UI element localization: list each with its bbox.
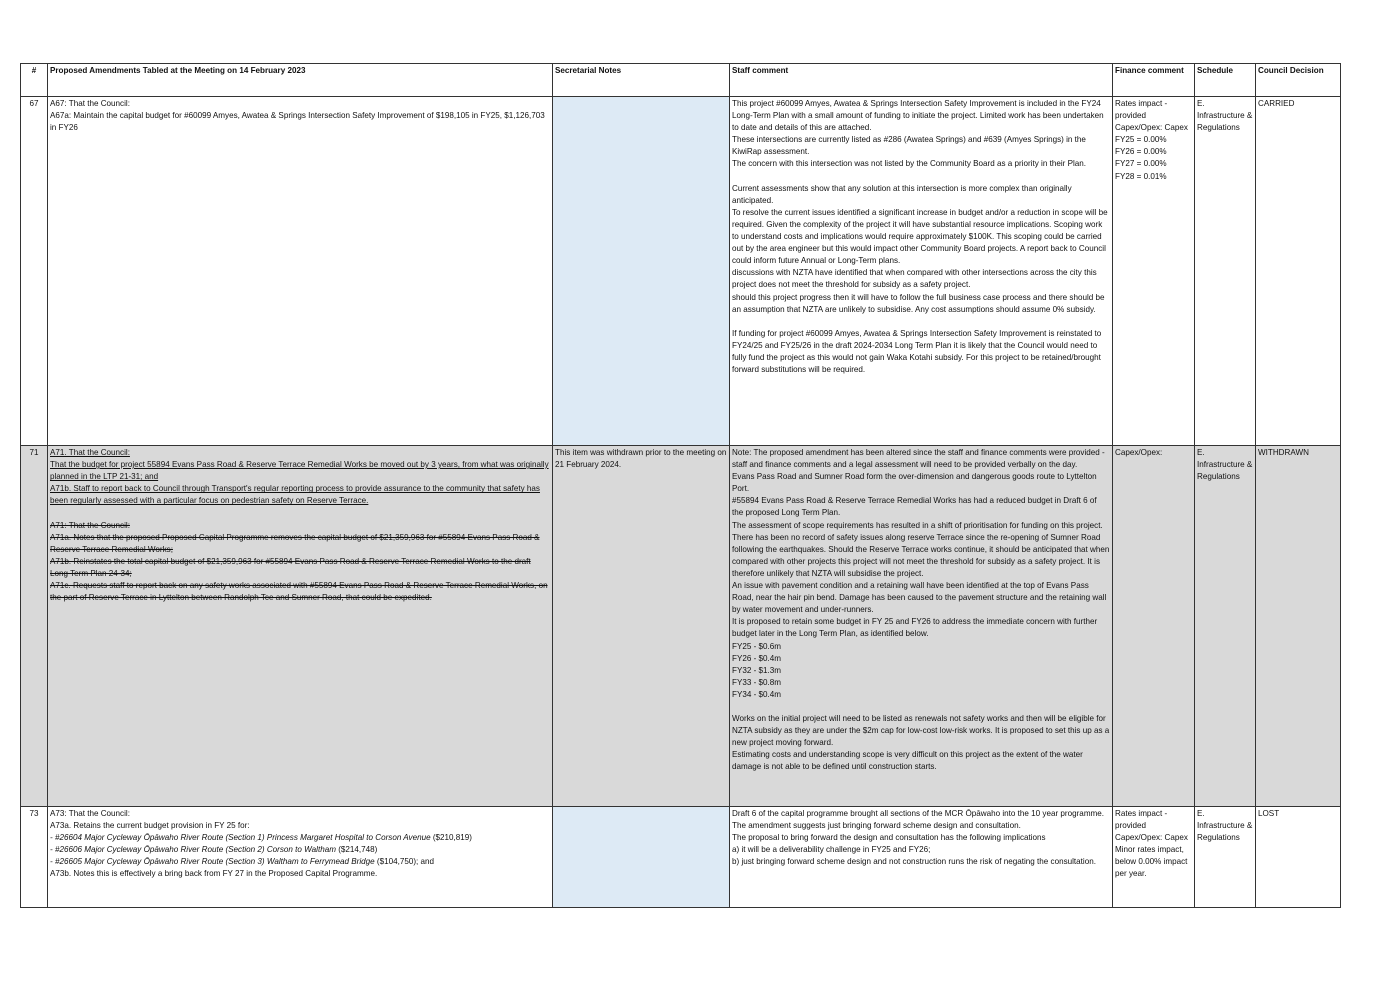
table-row xyxy=(21,807,1341,908)
staff-paragraph: To resolve the current issues identified a significant increase in budget and/or a reduction in scope will be required. Given the complexity of the project it will have substantial resource implications. Scoping work to understand costs and implications would require approximately $100K. This scoping could be carried out by the area engineer but this would impact other Community Board projects. A report back to Council could inform future Annual or Long-Term plans. xyxy=(732,207,1108,266)
staff-spacer xyxy=(732,171,1110,183)
staff-paragraph: Estimating costs and understanding scope is very difficult on this project as the extent of the water damage is not able to be defined until construction starts. xyxy=(732,750,1083,772)
budget-line: FY32 - $1.3m xyxy=(732,665,782,675)
budget-line: FY26 - $0.4m xyxy=(732,653,782,663)
amendment-line: A71b. Staff to report back to Council through Transport's regular reporting process to provide assurance to the community that safety has been regularly assessed with a particular focus on pedestrian safety on Reserve Terrace. xyxy=(50,484,540,506)
council-decision-cell: LOST xyxy=(1256,807,1341,908)
header-staff-comment: Staff comment xyxy=(730,64,1113,97)
finance-line: Capex/Opex: Capex xyxy=(1115,833,1188,843)
cycleway-item xyxy=(50,844,550,856)
schedule-cell: E. Infrastructure & Regulations xyxy=(1195,446,1256,807)
staff-comment-cell xyxy=(730,97,1113,446)
cycleway-item-amount: ($104,750); and xyxy=(374,857,435,867)
budget-line: FY34 - $0.4m xyxy=(732,689,782,699)
header-council-decision: Council Decision xyxy=(1256,64,1341,97)
staff-paragraph: The proposal to bring forward the design and consultation has the following implications xyxy=(732,833,1046,843)
staff-paragraph: discussions with NZTA have identified that when compared with other intersections across the city this project does not meet the threshold for subsidy as a safety project. xyxy=(732,268,1097,290)
finance-line: FY28 = 0.01% xyxy=(1115,171,1167,181)
struck-amendment-line: A71b. Reinstates the total capital budget of $21,359,963 for #55894 Evans Pass Road & Reserve Terrace Remedial Works to the draft Long Term Plan 24-34; xyxy=(50,556,531,578)
staff-paragraph: should this project progress then it will have to follow the full business case process and there should be an assumption that NZTA are unlikely to subsidise. Any cost assumptions should assume 0% subsidy. xyxy=(732,292,1105,314)
header-number: # xyxy=(21,64,48,97)
staff-paragraph: Works on the initial project will need to be listed as renewals not safety works and then will be eligible for NZTA subsidy as they are under the $2m cap for low-cost low-risk works. It is proposed to set this up as a new project moving forward. xyxy=(732,714,1110,748)
row-number: 71 xyxy=(21,446,48,807)
staff-paragraph: If funding for project #60099 Amyes, Awatea & Springs Intersection Safety Improvement is reinstated to FY24/25 and FY25/26 in the draft 2024-2034 Long Term Plan it is likely that the Council would need to fully fund the project as this would not gain Waka Kotahi subsidy. For this project to be retained/brought forward substitutions will be required. xyxy=(732,328,1102,375)
cycleway-item-amount: ($214,748) xyxy=(335,845,378,855)
table-row xyxy=(21,446,1341,807)
staff-paragraph: The concern with this intersection was not listed by the Community Board as a priority in their Plan. xyxy=(732,159,1087,169)
staff-paragraph: These intersections are currently listed as #286 (Awatea Springs) and #639 (Amyes Springs) in the KiwiRap assessment. xyxy=(732,135,1086,157)
staff-comment-cell xyxy=(730,446,1113,807)
amendment-spacer xyxy=(50,507,550,519)
schedule-cell: E. Infrastructure & Regulations xyxy=(1195,97,1256,446)
staff-paragraph: The amendment suggests just bringing forward scheme design and consultation. xyxy=(732,821,1021,831)
cycleway-item-amount: ($210,819) xyxy=(430,833,472,843)
finance-line: Rates impact - provided xyxy=(1115,99,1168,121)
staff-paragraph: Note: The proposed amendment has been altered since the staff and finance comments were provided - staff and finance comments and a legal assessment will need to be provided verbally on the day. xyxy=(732,448,1105,470)
secretarial-notes-cell xyxy=(553,807,730,908)
finance-line: FY27 = 0.00% xyxy=(1115,159,1167,169)
staff-comment-cell xyxy=(730,807,1113,908)
struck-amendment-line: A71c. Requests staff to report back on any safety works associated with #55894 Evans Pass Road & Reserve Terrace Remedial Works, on the part of Reserve Terrace in Lyttelton between Randolph Tce and Sumner Road, that could be expedited. xyxy=(50,581,548,603)
secretarial-notes-cell xyxy=(553,97,730,446)
amendment-line: A67a: Maintain the capital budget for #60099 Amyes, Awatea & Springs Intersection Safety Improvement of $198,105 in FY25, $1,126,703 in FY26 xyxy=(50,111,545,133)
schedule-cell: E. Infrastructure & Regulations xyxy=(1195,807,1256,908)
staff-paragraph: This project #60099 Amyes, Awatea & Springs Intersection Safety Improvement is included in the FY24 Long-Term Plan with a small amount of funding to initiate the project. Limited work has been undertaken to date and details of this are attached. xyxy=(732,99,1104,133)
finance-line: Capex/Opex: Capex xyxy=(1115,123,1188,133)
council-decision-cell: WITHDRAWN xyxy=(1256,446,1341,807)
finance-comment-cell xyxy=(1113,97,1195,446)
amendment-cell xyxy=(48,446,553,807)
staff-spacer xyxy=(732,701,1110,713)
staff-spacer xyxy=(732,316,1110,328)
finance-line: FY26 = 0.00% xyxy=(1115,147,1167,157)
cycleway-item xyxy=(50,832,550,844)
amendment-line: A73a. Retains the current budget provision in FY 25 for: xyxy=(50,821,250,831)
staff-paragraph: Current assessments show that any solution at this intersection is more complex than originally anticipated. xyxy=(732,183,1072,205)
header-schedule: Schedule xyxy=(1195,64,1256,97)
cycleway-item-name: - #26604 Major Cycleway Ōpāwaho River Route (Section 1) Princess Margaret Hospital to Corson Avenue xyxy=(50,833,431,843)
header-row xyxy=(21,64,1341,97)
staff-paragraph: Evans Pass Road and Sumner Road form the over-dimension and dangerous goods route to Lyttelton Port. xyxy=(732,472,1097,494)
amendment-cell xyxy=(48,807,553,908)
amendment-cell xyxy=(48,97,553,446)
finance-line: Capex/Opex: xyxy=(1115,448,1163,457)
staff-paragraph: It is proposed to retain some budget in FY 25 and FY26 to address the immediate concern with further budget later in the Long Term Plan, as identified below. xyxy=(732,617,1098,639)
staff-paragraph: Draft 6 of the capital programme brought all sections of the MCR Ōpāwaho into the 10 year programme. xyxy=(732,809,1105,818)
staff-paragraph: b) just bringing forward scheme design and not construction runs the risk of negating the consultation. xyxy=(732,857,1096,867)
staff-paragraph: There has been no record of safety issues along reserve Terrace since the re-opening of Sumner Road following the earthquakes. Should the Reserve Terrace works continue, it should be anticipated that when compared with other projects this project will not meet the threshold for subsidy as a safety project. It is therefore unlikely that NZTA will subsidise the project. xyxy=(732,532,1110,578)
finance-comment-cell xyxy=(1113,807,1195,908)
staff-paragraph: The assessment of scope requirements has resulted in a shift of prioritisation for funding on this project. xyxy=(732,520,1103,530)
table-row xyxy=(21,97,1341,446)
struck-amendment-line: A71a. Notes that the proposed Proposed Capital Programme removes the capital budget of $21,359,963 for #55894 Evans Pass Road & Reserve Terrace Remedial Works; xyxy=(50,532,540,554)
finance-line: Rates impact - provided xyxy=(1115,809,1168,831)
staff-paragraph: a) it will be a deliverability challenge in FY25 and FY26; xyxy=(732,845,931,855)
budget-line: FY25 - $0.6m xyxy=(732,641,782,651)
finance-comment-cell xyxy=(1113,446,1195,807)
cycleway-item-name: - #26606 Major Cycleway Ōpāwaho River Route (Section 2) Corson to Waltham xyxy=(50,845,336,855)
finance-line: Minor rates impact, below 0.00% impact per year. xyxy=(1115,845,1188,879)
amendment-line: That the budget for project 55894 Evans Pass Road & Reserve Terrace Remedial Works be moved out by 3 years, from what was originally planned in the LTP 21-31; and xyxy=(50,460,549,482)
cycleway-item xyxy=(50,856,550,868)
amendments-table xyxy=(20,63,1341,908)
amendment-line: A73b. Notes this is effectively a bring back from FY 27 in the Proposed Capital Programme. xyxy=(50,869,378,879)
staff-paragraph: #55894 Evans Pass Road & Reserve Terrace Remedial Works has had a reduced budget in Draft 6 of the proposed Long Term Plan. xyxy=(732,496,1097,518)
row-number: 73 xyxy=(21,807,48,908)
staff-paragraph: An issue with pavement condition and a retaining wall have been identified at the top of Evans Pass Road, near the hair pin bend. Damage has been caused to the pavement structure and the retaining wall by water movement and under-runners. xyxy=(732,581,1107,615)
finance-line: FY25 = 0.00% xyxy=(1115,135,1167,145)
amendment-line: A67: That the Council: xyxy=(50,99,130,108)
row-number: 67 xyxy=(21,97,48,446)
header-secretarial-notes: Secretarial Notes xyxy=(553,64,730,97)
cycleway-item-name: - #26605 Major Cycleway Ōpāwaho River Route (Section 3) Waltham to Ferrymead Bridge xyxy=(50,857,375,867)
amendment-line: A73: That the Council: xyxy=(50,809,130,818)
struck-amendment-line: A71: That the Council: xyxy=(50,520,130,530)
header-finance-comment: Finance comment xyxy=(1113,64,1195,97)
council-decision-cell: CARRIED xyxy=(1256,97,1341,446)
secretarial-notes-cell: This item was withdrawn prior to the meeting on 21 February 2024. xyxy=(553,446,730,807)
budget-line: FY33 - $0.8m xyxy=(732,677,782,687)
amendment-line: A71. That the Council: xyxy=(50,448,130,457)
header-amendments: Proposed Amendments Tabled at the Meeting on 14 February 2023 xyxy=(48,64,553,97)
